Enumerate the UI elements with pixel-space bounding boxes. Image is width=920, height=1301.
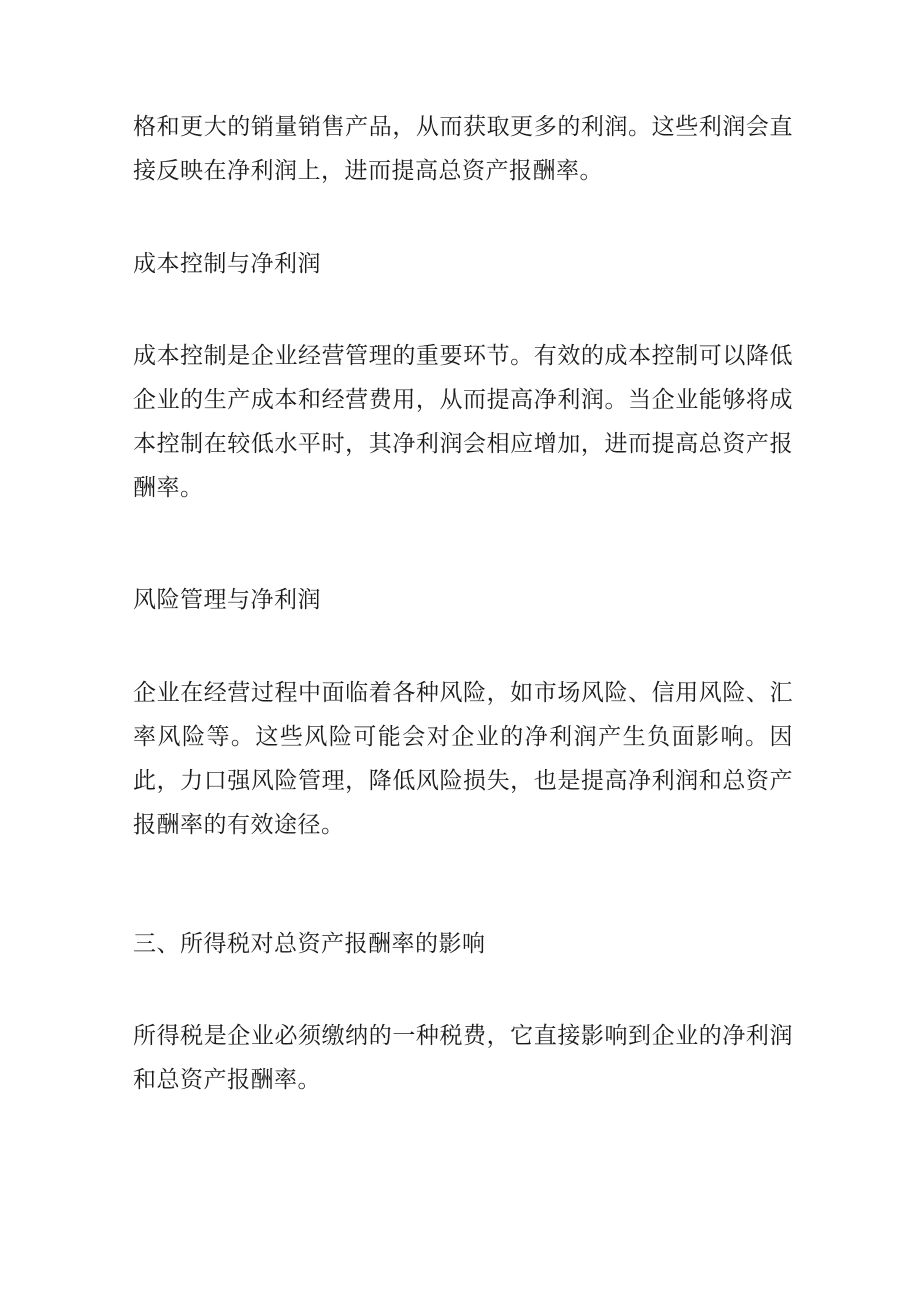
section-heading-risk-management: 风险管理与净利润 (133, 587, 321, 613)
paragraph-intro-continuation: 格和更大的销量销售产品，从而获取更多的利润。这些利润会直接反映在净利润上，进而提高总资产报酬率。 (133, 114, 793, 184)
paragraph-risk-management: 企业在经营过程中面临着各种风险，如市场风险、信用风险、汇率风险等。这些风险可能会对企业的净利润产生负面影响。因此，力口强风险管理，降低风险损失，也是提高净利润和总资产报酬率的有效途径。 (133, 680, 793, 838)
paragraph-cost-control: 成本控制是企业经营管理的重要环节。有效的成本控制可以降低企业的生产成本和经营费用，从而提高净利润。当企业能够将成本控制在较低水平时，其净利润会相应增加，进而提高总资产报酬率。 (133, 343, 793, 501)
section-heading-cost-control: 成本控制与净利润 (133, 251, 321, 277)
section-heading-income-tax: 三、所得税对总资产报酬率的影响 (133, 931, 486, 957)
paragraph-income-tax: 所得税是企业必须缴纳的一种税费，它直接影响到企业的净利润和总资产报酬率。 (133, 1023, 793, 1093)
